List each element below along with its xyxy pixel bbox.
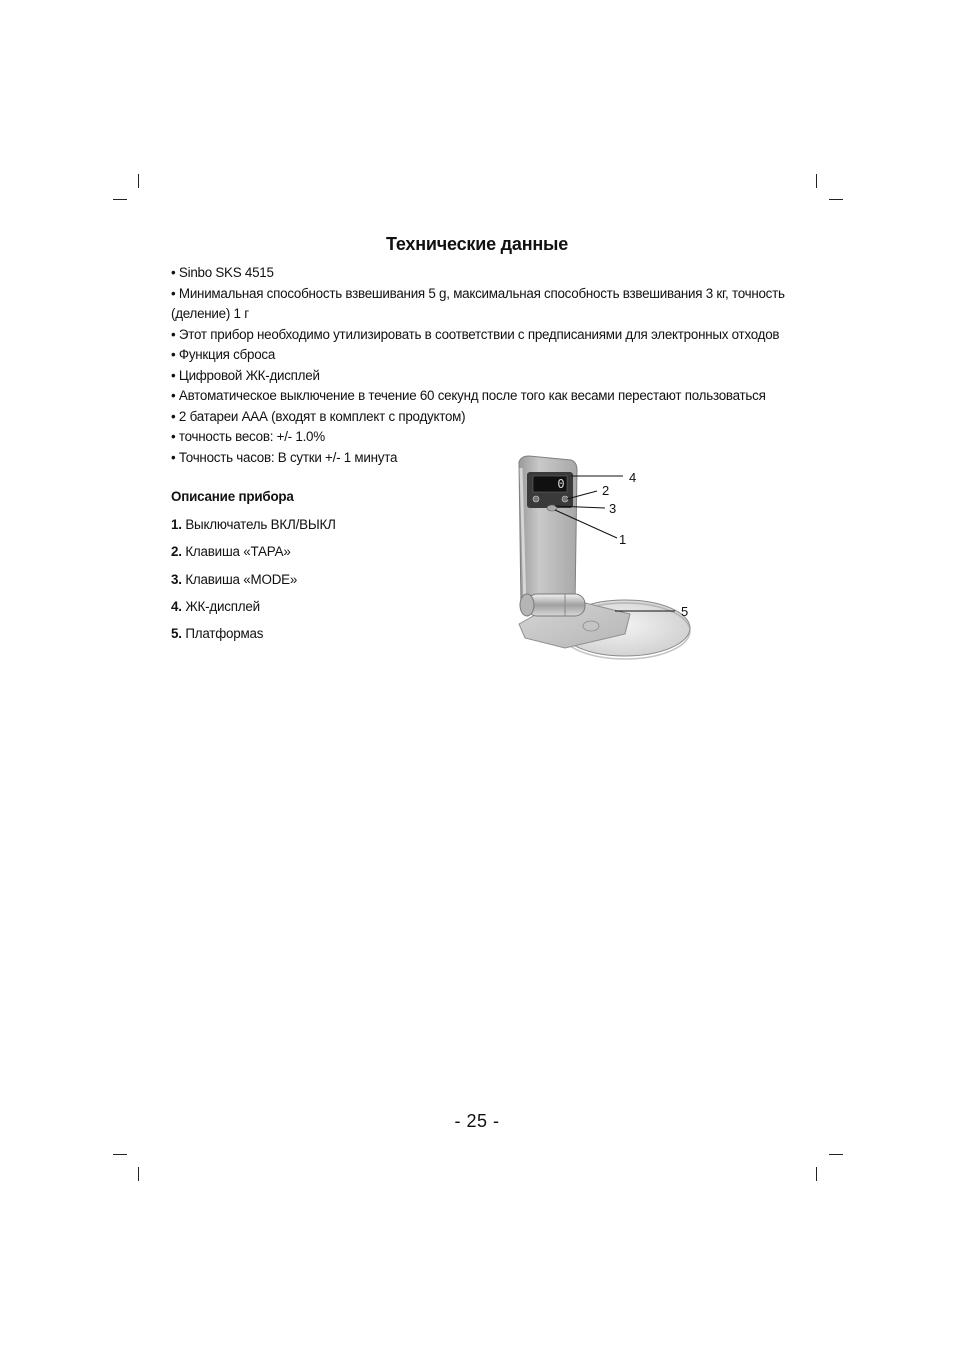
part-number: 5. xyxy=(171,626,182,642)
parts-list xyxy=(171,516,336,652)
crop-mark-top-left-horizontal xyxy=(113,199,127,200)
tara-key xyxy=(533,496,539,502)
spec-item: • Автоматическое выключение в течение 60 секунд после того как весами перестают пользоваться xyxy=(171,388,766,403)
page-title: Технические данные xyxy=(385,234,569,254)
spec-item: • точность весов: +/- 1.0% xyxy=(171,429,325,444)
part-item xyxy=(171,516,336,543)
kitchen-scale-illustration-icon xyxy=(505,448,705,668)
part-item xyxy=(171,598,336,625)
crop-mark-bottom-right-vertical xyxy=(816,1167,817,1181)
description-title: Описание прибора xyxy=(171,489,294,504)
part-item xyxy=(171,543,336,570)
spec-item: • 2 батареи ААА (входят в комплект с продуктом) xyxy=(171,408,466,424)
crop-mark-bottom-left-vertical xyxy=(138,1167,139,1181)
part-number: 2. xyxy=(171,544,182,560)
part-label: ЖК-дисплей xyxy=(185,598,260,614)
crop-mark-bottom-right-horizontal xyxy=(829,1154,843,1155)
part-item xyxy=(171,571,336,598)
callout-1: 1 xyxy=(619,532,627,547)
scale-hinge xyxy=(527,594,585,616)
spec-item: • Этот прибор необходимо утилизировать в соответствии с предписаниями для электронных отходов xyxy=(171,326,780,342)
crop-mark-top-right-vertical xyxy=(816,174,817,188)
lcd-readout: 0 xyxy=(557,477,565,491)
crop-mark-top-left-vertical xyxy=(138,174,139,188)
callout-2: 2 xyxy=(602,483,610,498)
callout-5: 5 xyxy=(681,604,689,619)
part-label: Клавиша «ТАРА» xyxy=(185,544,291,560)
spec-item: • Цифровой ЖК-дисплей xyxy=(171,367,320,383)
part-label: Платформаs xyxy=(185,626,264,642)
part-number: 1. xyxy=(171,517,182,532)
spec-item: • Минимальная способность взвешивания 5 g, максимальная способность взвешивания 3 кг, точность (деление) 1 г xyxy=(171,285,785,321)
spec-item: • Sinbo SKS 4515 xyxy=(171,265,274,280)
part-number: 3. xyxy=(171,571,182,587)
spec-item: • Точность часов: В сутки +/- 1 минута xyxy=(171,449,398,465)
part-label: Выключатель ВКЛ/ВЫКЛ xyxy=(185,517,336,532)
part-number: 4. xyxy=(171,598,182,614)
specs-list xyxy=(171,263,801,468)
part-label: Клавиша «MODE» xyxy=(185,571,298,587)
crop-mark-bottom-left-horizontal xyxy=(113,1154,127,1155)
crop-mark-top-right-horizontal xyxy=(829,199,843,200)
callout-4: 4 xyxy=(629,470,637,485)
part-item xyxy=(171,625,336,652)
spec-item: • Функция сброса xyxy=(171,347,276,362)
platform-button xyxy=(583,621,599,631)
callout-3: 3 xyxy=(609,501,617,516)
page-number: - 25 - xyxy=(454,1111,500,1131)
